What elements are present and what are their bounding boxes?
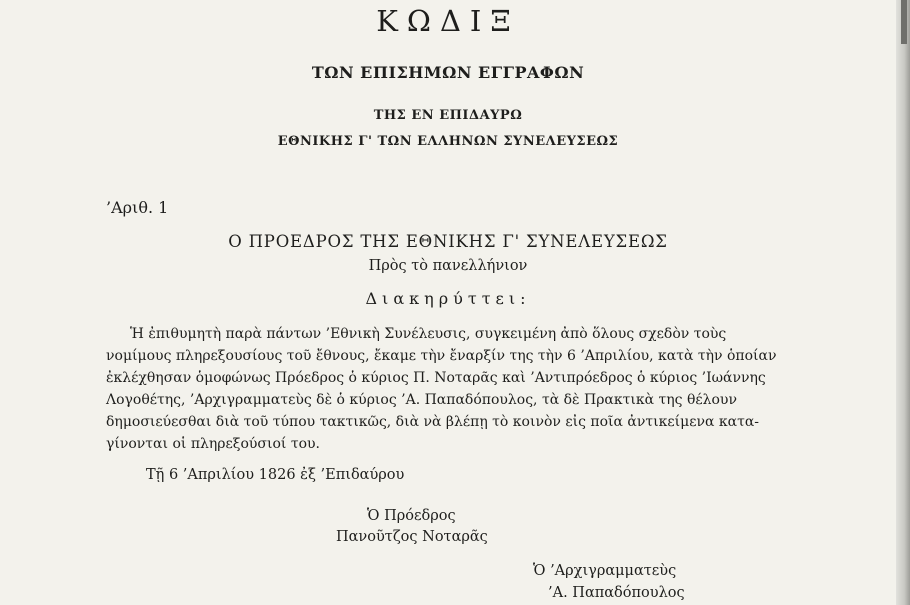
signature-1-title: Ὁ Πρόεδρος xyxy=(367,508,456,524)
signature-2-title: Ὁ ’Αρχιγραμματεὺς xyxy=(533,563,677,579)
subheading-line-1: ΤΗΣ ΕΝ ΕΠΙΔΑΥΡΩ xyxy=(373,108,523,123)
subheading-line-2: ΕΘΝΙΚΗΣ Γ' ΤΩΝ ΕΛΛΗΝΩΝ ΣΥΝΕΛΕΥΣΕΩΣ xyxy=(277,134,619,149)
document-number: ’Αριθ. 1 xyxy=(106,198,169,217)
signature-1-name: Πανοῦτζος Νοταρᾶς xyxy=(336,529,488,545)
body-line: νομίμους πληρεξουσίους τοῦ ἔθνους, ἔκαμε τὴν ἔναρξίν της τὴν 6 ’Απριλίου, κατὰ τὴν ὁποίαν xyxy=(106,348,777,364)
issuer-heading: Ο ΠΡΟΕΔΡΟΣ ΤΗΣ ΕΘΝΙΚΗΣ Γ' ΣΥΝΕΛΕΥΣΕΩΣ xyxy=(228,232,668,251)
document-title: ΚΩΔΙΞ xyxy=(376,4,520,38)
body-line: Λογοθέτης, ’Αρχιγραμματεὺς δὲ ὁ κύριος ’Α. Παπαδόπουλος, τὰ δὲ Πρακτικὰ της θέλουν xyxy=(106,392,737,408)
body-line: δημοσιεύεσθαι διὰ τοῦ τύπου τακτικῶς, διὰ νὰ βλέπῃ τὸ κοινὸν εἰς ποῖα ἀντικείμενα κατα- xyxy=(106,414,760,430)
document-subtitle: ΤΩΝ ΕΠΙΣΗΜΩΝ ΕΓΓΡΑΦΩΝ xyxy=(311,63,585,82)
page-edge-shadow xyxy=(896,0,910,605)
body-line: ἐκλέχθησαν ὁμοφώνως Πρόεδρος ὁ κύριος Π. Νοταρᾶς καὶ ’Αντιπρόεδρος ὁ κύριος ’Ιωάννης xyxy=(106,370,766,386)
addressee-line: Πρὸς τὸ πανελλήνιον xyxy=(368,258,528,274)
body-line: Ἡ ἐπιθυμητὴ παρὰ πάντων ’Εθνικὴ Συνέλευσις, συγκειμένη ἀπὸ ὅλους σχεδὸν τοὺς xyxy=(130,326,727,342)
declaration-heading: Διακηρύττει: xyxy=(365,289,531,308)
scroll-marker xyxy=(901,0,907,44)
body-paragraph xyxy=(106,323,777,455)
signature-2-name: ’Α. Παπαδόπουλος xyxy=(548,585,685,601)
body-line: γίνονται οἱ πληρεξούσιοί του. xyxy=(106,436,320,452)
dateline: Τῇ 6 ’Απριλίου 1826 ἐξ ’Επιδαύρου xyxy=(146,467,405,483)
